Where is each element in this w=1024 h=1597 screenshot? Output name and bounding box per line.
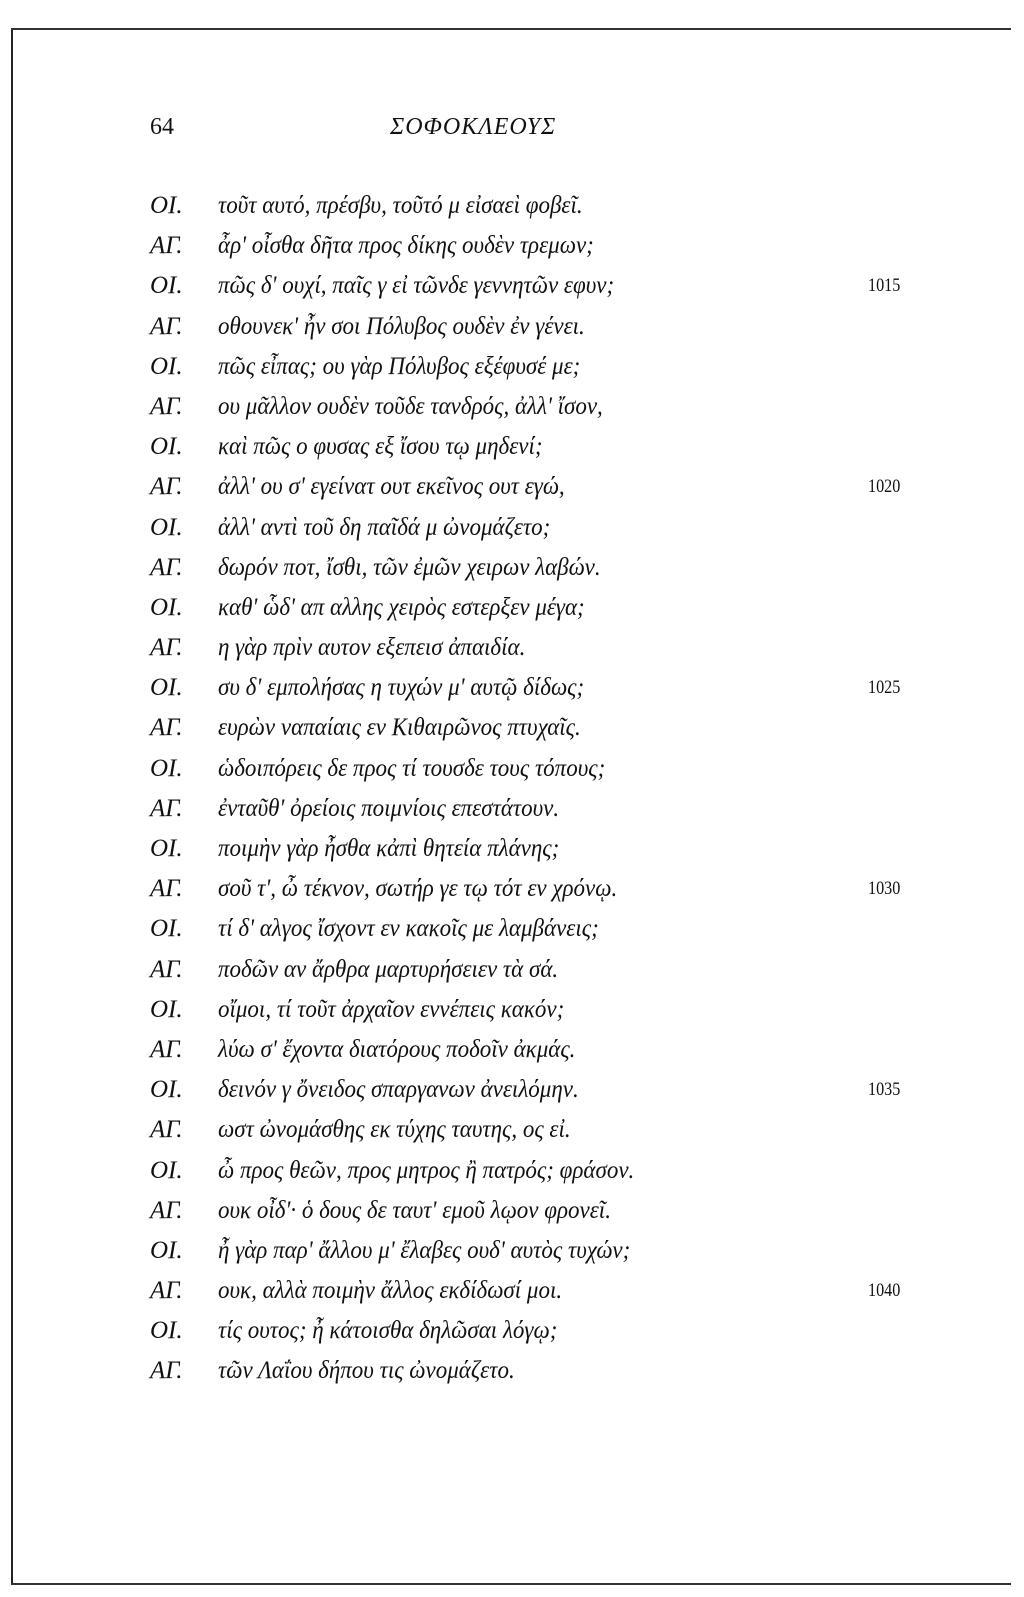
speaker-label: ΟΙ.	[150, 513, 183, 541]
page-edge-left	[11, 28, 13, 1584]
line-number: 1030	[868, 878, 901, 900]
verse-text: ἆρ' οἶσθα δῆτα προς δίκης ουδὲν τρεμων;	[218, 232, 594, 260]
verse-text: καὶ πῶς ο φυσας εξ ἴσου τῳ μηδενί;	[218, 433, 543, 461]
verse-text: ποιμὴν γὰρ ἦσθα κἀπὶ θητεία πλάνης;	[218, 835, 560, 862]
verse-text: ἦ γὰρ παρ' ἄλλου μ' ἔλαβες ουδ' αυτὸς τυχών;	[218, 1236, 631, 1264]
speaker-label: ΟΙ.	[150, 593, 183, 621]
verse-line	[150, 789, 930, 829]
verse-line	[150, 427, 930, 467]
speaker-label: ΑΓ.	[150, 473, 183, 501]
speaker-label: ΟΙ.	[150, 192, 183, 219]
verse-line	[150, 628, 930, 668]
speaker-label: ΑΓ.	[150, 1196, 183, 1224]
speaker-label: ΟΙ.	[150, 754, 183, 782]
verse-text: ωστ ὠνομάσθης εκ τύχης ταυτης, ος εἰ.	[218, 1116, 571, 1144]
verse-line	[150, 708, 930, 748]
verse-text: οθουνεκ' ἦν σοι Πόλυβος ουδὲν ἐν γένει.	[218, 312, 585, 340]
speaker-label: ΟΙ.	[150, 352, 183, 380]
verse-line	[150, 1351, 930, 1391]
verse-line	[150, 467, 930, 507]
verse-line	[150, 869, 930, 909]
verse-line	[150, 1110, 930, 1150]
speaker-label: ΑΓ.	[150, 553, 183, 581]
verse-line	[150, 588, 930, 628]
verse-line	[150, 829, 930, 869]
verse-text: λύω σ' ἔχοντα διατόρους ποδοῖν ἀκμάς.	[218, 1035, 576, 1063]
verse-text: ουκ, αλλὰ ποιμὴν ἄλλος εκδίδωσί μοι.	[218, 1277, 563, 1305]
verse-text: ουκ οἶδ'· ὁ δους δε ταυτ' εμοῦ λῳον φρονεῖ.	[218, 1196, 611, 1224]
speaker-label: ΑΓ.	[150, 312, 183, 340]
verse-line	[150, 1191, 930, 1231]
speaker-label: ΟΙ.	[150, 1236, 183, 1264]
verse-line	[150, 990, 930, 1030]
speaker-label: ΟΙ.	[150, 1156, 183, 1184]
speaker-label: ΑΓ.	[150, 1277, 183, 1305]
speaker-label: ΟΙ.	[150, 835, 183, 862]
verse-text: οἴμοι, τί τοῦτ ἀρχαῖον εννέπεις κακόν;	[218, 995, 565, 1023]
line-number: 1025	[868, 677, 901, 699]
verse-line	[150, 307, 930, 347]
verse-line	[150, 266, 930, 306]
verse-line	[150, 186, 930, 226]
speaker-label: ΑΓ.	[150, 794, 183, 822]
verse-text: ποδῶν αν ἄρθρα μαρτυρήσειεν τὰ σά.	[218, 955, 559, 983]
page-header	[150, 114, 870, 148]
verse-text: πῶς εἶπας; ου γὰρ Πόλυβος εξέφυσέ με;	[218, 352, 581, 380]
verse-text: ὡδοιπόρεις δε προς τί τουσδε τους τόπους;	[218, 754, 606, 782]
verse-text: ου μᾶλλον ουδὲν τοῦδε τανδρός, ἀλλ' ἴσον,	[218, 392, 603, 420]
page-number: 64	[150, 114, 174, 140]
verse-text: δωρόν ποτ, ἴσθι, τῶν ἐμῶν χειρων λαβών.	[218, 553, 601, 581]
running-title: ΣΟΦΟΚΛΕΟΥΣ	[390, 114, 557, 140]
speaker-label: ΟΙ.	[150, 995, 183, 1023]
verse-text: τίς ουτος; ἦ κάτοισθα δηλῶσαι λόγῳ;	[218, 1317, 558, 1345]
verse-text: καθ' ὧδ' απ αλλης χειρὸς εστερξεν μέγα;	[218, 593, 585, 621]
speaker-label: ΑΓ.	[150, 1357, 183, 1385]
speaker-label: ΑΓ.	[150, 1116, 183, 1144]
speaker-label: ΑΓ.	[150, 875, 183, 903]
speaker-label: ΑΓ.	[150, 232, 183, 260]
line-number: 1040	[868, 1280, 901, 1302]
verse-line	[150, 1271, 930, 1311]
verse-line	[150, 749, 930, 789]
verse-line	[150, 668, 930, 708]
verse-line	[150, 1070, 930, 1110]
verse-line	[150, 347, 930, 387]
verse-line	[150, 1151, 930, 1191]
verse-text: τῶν Λαΐου δήπου τις ὠνομάζετο.	[218, 1357, 515, 1385]
speaker-label: ΑΓ.	[150, 392, 183, 420]
verse-text: ἀλλ' αντὶ τοῦ δη παῖδά μ ὠνομάζετο;	[218, 513, 551, 541]
verse-line	[150, 1311, 930, 1351]
verse-text: ευρὼν ναπαίαις εν Κιθαιρῶνος πτυχαῖς.	[218, 714, 581, 742]
line-number: 1020	[868, 476, 901, 498]
verse-text: δεινόν γ ὄνειδος σπαργανων ἀνειλόμην.	[218, 1076, 579, 1104]
verse-line	[150, 508, 930, 548]
verse-line	[150, 226, 930, 266]
speaker-label: ΟΙ.	[150, 1076, 183, 1104]
speaker-label: ΑΓ.	[150, 1035, 183, 1063]
line-number: 1015	[868, 275, 901, 297]
verse-text: η γὰρ πρὶν αυτον εξεπεισ ἀπαιδία.	[218, 634, 526, 662]
line-number: 1035	[868, 1079, 901, 1101]
verse-text: ἀλλ' ου σ' εγείνατ ουτ εκεῖνος ουτ εγώ,	[218, 473, 565, 501]
verse-line	[150, 909, 930, 949]
verse-list	[150, 186, 930, 1392]
verse-text: ἐνταῦθ' ὀρείοις ποιμνίοις επεστάτουν.	[218, 794, 560, 822]
speaker-label: ΑΓ.	[150, 955, 183, 983]
verse-text: σοῦ τ', ὦ τέκνον, σωτήρ γε τῳ τότ εν χρόνῳ.	[218, 875, 618, 903]
verse-text: τοῦτ αυτό, πρέσβυ, τοῦτό μ εἰσαεὶ φοβεῖ.	[218, 192, 583, 219]
speaker-label: ΟΙ.	[150, 433, 183, 461]
verse-line	[150, 1030, 930, 1070]
speaker-label: ΟΙ.	[150, 674, 183, 702]
verse-text: πῶς δ' ουχί, παῖς γ εἰ τῶνδε γεννητῶν εφυν;	[218, 272, 615, 300]
page-edge-bottom	[11, 1583, 1011, 1585]
page-edge-top	[11, 28, 1011, 30]
verse-text: συ δ' εμπολήσας η τυχών μ' αυτῷ δίδως;	[218, 674, 585, 702]
verse-text: ὦ προς θεῶν, προς μητρος ἢ πατρός; φράσον.	[218, 1156, 635, 1184]
speaker-label: ΟΙ.	[150, 915, 183, 943]
verse-line	[150, 387, 930, 427]
verse-line	[150, 1231, 930, 1271]
verse-line	[150, 950, 930, 990]
verse-text: τί δ' αλγος ἴσχοντ εν κακοῖς με λαμβάνεις;	[218, 915, 599, 943]
speaker-label: ΑΓ.	[150, 634, 183, 662]
speaker-label: ΟΙ.	[150, 272, 183, 300]
speaker-label: ΑΓ.	[150, 714, 183, 742]
speaker-label: ΟΙ.	[150, 1317, 183, 1345]
verse-line	[150, 548, 930, 588]
